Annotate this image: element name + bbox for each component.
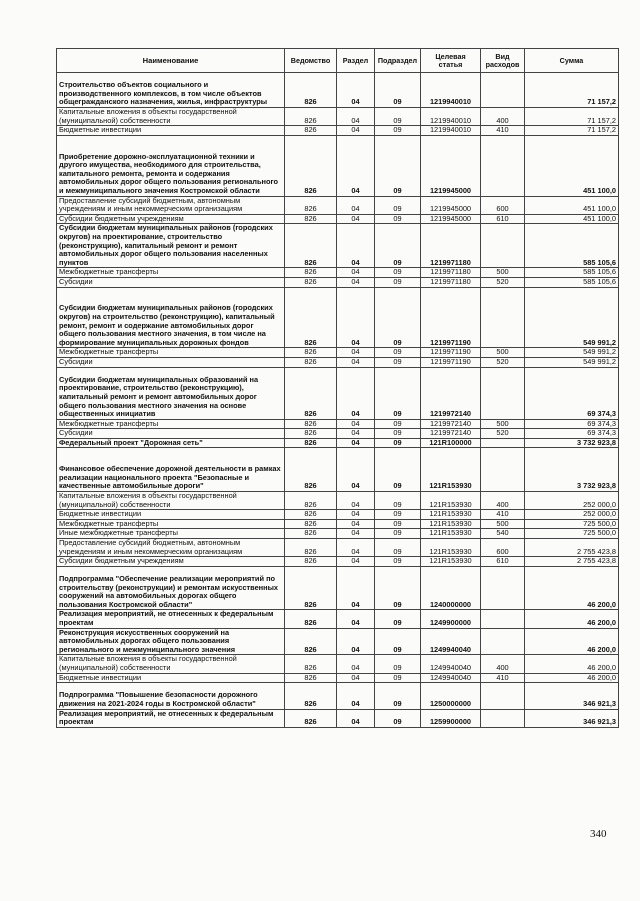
row-target: 1219971180 [421, 277, 481, 287]
table-header-row [57, 49, 619, 73]
row-section: 04 [337, 268, 375, 278]
row-sum: 71 157,2 [525, 126, 619, 136]
row-dept: 826 [285, 419, 337, 429]
table-row [57, 610, 619, 628]
row-name: Предоставление субсидий бюджетным, автономным учреждениям и иным некоммерческим организациям [57, 196, 285, 214]
row-section: 04 [337, 287, 375, 348]
row-expense: 600 [481, 539, 525, 557]
row-dept: 826 [285, 709, 337, 727]
table-row [57, 429, 619, 439]
row-name: Финансовое обеспечение дорожной деятельности в рамках реализации национального проекта "Безопасные и качественные автомобильные дороги" [57, 448, 285, 492]
row-expense [481, 438, 525, 448]
row-target: 1219940010 [421, 108, 481, 126]
row-name: Предоставление субсидий бюджетным, автономным учреждениям и иным некоммерческим организациям [57, 539, 285, 557]
row-target: 1249900000 [421, 610, 481, 628]
row-name: Капитальные вложения в объекты государственной (муниципальной) собственности [57, 655, 285, 673]
row-expense [481, 628, 525, 655]
table-row [57, 655, 619, 673]
table-row [57, 348, 619, 358]
row-subsection: 09 [375, 566, 421, 610]
row-target: 1219971190 [421, 357, 481, 367]
row-name: Капитальные вложения в объекты государственной (муниципальной) собственности [57, 108, 285, 126]
row-target: 121R153930 [421, 529, 481, 539]
row-target: 1219945000 [421, 135, 481, 196]
row-expense: 500 [481, 268, 525, 278]
row-name: Бюджетные инвестиции [57, 510, 285, 520]
row-dept: 826 [285, 628, 337, 655]
row-target: 1219940010 [421, 73, 481, 108]
row-dept: 826 [285, 683, 337, 709]
table-row [57, 277, 619, 287]
row-name: Межбюджетные трансферты [57, 519, 285, 529]
row-sum: 46 200,0 [525, 655, 619, 673]
row-section: 04 [337, 492, 375, 510]
table-body [57, 73, 619, 728]
header-subsection: Подраздел [375, 49, 421, 73]
row-subsection: 09 [375, 357, 421, 367]
row-name: Реконструкция искусственных сооружений на автомобильных дорогах общего пользования регионального и межмуниципального значения [57, 628, 285, 655]
row-subsection: 09 [375, 529, 421, 539]
row-sum: 69 374,3 [525, 419, 619, 429]
table-row [57, 126, 619, 136]
budget-table [56, 48, 619, 728]
row-section: 04 [337, 673, 375, 683]
row-name: Приобретение дорожно-эксплуатационной техники и другого имущества, необходимого для строительства, капитального ремонта, ремонта и содержания автомобильных дорог общего пользования регионального и межмуниципального значения Костромской области [57, 135, 285, 196]
row-section: 04 [337, 655, 375, 673]
header-expense: Вид расходов [481, 49, 525, 73]
row-target: 1259900000 [421, 709, 481, 727]
row-subsection: 09 [375, 135, 421, 196]
row-dept: 826 [285, 287, 337, 348]
table-row [57, 510, 619, 520]
table-row [57, 135, 619, 196]
row-subsection: 09 [375, 196, 421, 214]
row-name: Субсидии бюджетным учреждениям [57, 214, 285, 224]
row-target: 121R100000 [421, 438, 481, 448]
row-sum: 69 374,3 [525, 367, 619, 419]
row-expense: 410 [481, 510, 525, 520]
row-section: 04 [337, 683, 375, 709]
row-section: 04 [337, 529, 375, 539]
row-expense: 410 [481, 673, 525, 683]
table-row [57, 367, 619, 419]
table-row [57, 709, 619, 727]
row-dept: 826 [285, 277, 337, 287]
row-name: Субсидии [57, 357, 285, 367]
row-section: 04 [337, 448, 375, 492]
row-name: Подпрограмма "Обеспечение реализации мероприятий по строительству (реконструкции) и ремонтам искусственных сооружений на автомобильных дорогах общего пользования Костромской области" [57, 566, 285, 610]
row-sum: 71 157,2 [525, 108, 619, 126]
table-row [57, 492, 619, 510]
table-row [57, 673, 619, 683]
row-target: 121R153930 [421, 492, 481, 510]
table-row [57, 214, 619, 224]
row-dept: 826 [285, 348, 337, 358]
row-dept: 826 [285, 673, 337, 683]
row-expense: 610 [481, 557, 525, 567]
row-sum: 585 105,6 [525, 268, 619, 278]
row-subsection: 09 [375, 214, 421, 224]
row-target: 1240000000 [421, 566, 481, 610]
row-section: 04 [337, 519, 375, 529]
table-row [57, 224, 619, 268]
row-sum: 252 000,0 [525, 492, 619, 510]
row-expense: 520 [481, 429, 525, 439]
row-section: 04 [337, 135, 375, 196]
table-row [57, 438, 619, 448]
row-target: 1219971190 [421, 348, 481, 358]
row-expense [481, 683, 525, 709]
row-sum: 3 732 923,8 [525, 438, 619, 448]
row-sum: 549 991,2 [525, 348, 619, 358]
row-section: 04 [337, 126, 375, 136]
row-expense: 520 [481, 357, 525, 367]
header-sum: Сумма [525, 49, 619, 73]
row-sum: 2 755 423,8 [525, 539, 619, 557]
header-dept: Ведомство [285, 49, 337, 73]
table-row [57, 529, 619, 539]
row-dept: 826 [285, 73, 337, 108]
table-row [57, 287, 619, 348]
table-row [57, 539, 619, 557]
row-section: 04 [337, 196, 375, 214]
row-sum: 725 500,0 [525, 529, 619, 539]
row-name: Реализация мероприятий, не отнесенных к федеральным проектам [57, 709, 285, 727]
row-name: Капитальные вложения в объекты государственной (муниципальной) собственности [57, 492, 285, 510]
row-section: 04 [337, 224, 375, 268]
row-section: 04 [337, 566, 375, 610]
row-subsection: 09 [375, 539, 421, 557]
row-section: 04 [337, 709, 375, 727]
row-subsection: 09 [375, 673, 421, 683]
row-expense: 400 [481, 108, 525, 126]
row-target: 1219972140 [421, 419, 481, 429]
row-sum: 585 105,6 [525, 224, 619, 268]
row-expense [481, 367, 525, 419]
row-target: 1219971180 [421, 268, 481, 278]
row-sum: 346 921,3 [525, 683, 619, 709]
row-expense [481, 610, 525, 628]
row-dept: 826 [285, 566, 337, 610]
row-expense [481, 448, 525, 492]
row-section: 04 [337, 419, 375, 429]
row-expense [481, 566, 525, 610]
row-sum: 46 200,0 [525, 566, 619, 610]
row-target: 121R153930 [421, 557, 481, 567]
row-target: 1249940040 [421, 628, 481, 655]
row-target: 1219945000 [421, 214, 481, 224]
row-target: 121R153930 [421, 519, 481, 529]
table-row [57, 557, 619, 567]
row-dept: 826 [285, 268, 337, 278]
row-subsection: 09 [375, 438, 421, 448]
row-name: Подпрограмма "Повышение безопасности дорожного движения на 2021-2024 годы в Костромской области" [57, 683, 285, 709]
row-sum: 549 991,2 [525, 287, 619, 348]
row-sum: 549 991,2 [525, 357, 619, 367]
row-sum: 46 200,0 [525, 610, 619, 628]
row-subsection: 09 [375, 429, 421, 439]
row-expense [481, 135, 525, 196]
row-subsection: 09 [375, 655, 421, 673]
row-name: Межбюджетные трансферты [57, 268, 285, 278]
row-target: 121R153930 [421, 510, 481, 520]
row-subsection: 09 [375, 287, 421, 348]
row-expense: 400 [481, 655, 525, 673]
page-number: 340 [590, 828, 607, 840]
row-sum: 2 755 423,8 [525, 557, 619, 567]
header-name: Наименование [57, 49, 285, 73]
row-name: Субсидии бюджетам муниципальных образований на проектирование, строительство (реконструкцию), капитальный ремонт и ремонт автомобильных дорог общего пользования местного значения на основе общественных инициатив [57, 367, 285, 419]
row-dept: 826 [285, 357, 337, 367]
row-subsection: 09 [375, 683, 421, 709]
row-subsection: 09 [375, 268, 421, 278]
row-section: 04 [337, 367, 375, 419]
row-subsection: 09 [375, 709, 421, 727]
row-name: Межбюджетные трансферты [57, 419, 285, 429]
row-dept: 826 [285, 135, 337, 196]
row-section: 04 [337, 628, 375, 655]
table-row [57, 448, 619, 492]
row-dept: 826 [285, 539, 337, 557]
row-dept: 826 [285, 655, 337, 673]
row-target: 1219940010 [421, 126, 481, 136]
row-section: 04 [337, 510, 375, 520]
row-subsection: 09 [375, 348, 421, 358]
row-subsection: 09 [375, 126, 421, 136]
row-dept: 826 [285, 519, 337, 529]
table-row [57, 73, 619, 108]
row-sum: 3 732 923,8 [525, 448, 619, 492]
row-subsection: 09 [375, 510, 421, 520]
row-expense: 400 [481, 492, 525, 510]
table-row [57, 519, 619, 529]
row-dept: 826 [285, 610, 337, 628]
row-section: 04 [337, 557, 375, 567]
row-section: 04 [337, 73, 375, 108]
row-target: 1249940040 [421, 673, 481, 683]
row-target: 1219945000 [421, 196, 481, 214]
row-subsection: 09 [375, 224, 421, 268]
row-expense: 410 [481, 126, 525, 136]
table-row [57, 108, 619, 126]
table-row [57, 628, 619, 655]
row-expense [481, 224, 525, 268]
row-dept: 826 [285, 214, 337, 224]
row-target: 1249940040 [421, 655, 481, 673]
row-name: Федеральный проект "Дорожная сеть" [57, 438, 285, 448]
row-target: 121R153930 [421, 448, 481, 492]
row-dept: 826 [285, 557, 337, 567]
row-subsection: 09 [375, 492, 421, 510]
row-subsection: 09 [375, 73, 421, 108]
row-sum: 346 921,3 [525, 709, 619, 727]
row-dept: 826 [285, 429, 337, 439]
row-section: 04 [337, 348, 375, 358]
row-sum: 252 000,0 [525, 510, 619, 520]
row-expense: 600 [481, 196, 525, 214]
row-expense [481, 73, 525, 108]
row-subsection: 09 [375, 610, 421, 628]
table-row [57, 683, 619, 709]
row-target: 1250000000 [421, 683, 481, 709]
row-name: Иные межбюджетные трансферты [57, 529, 285, 539]
row-section: 04 [337, 610, 375, 628]
row-name: Субсидии бюджетным учреждениям [57, 557, 285, 567]
row-sum: 585 105,6 [525, 277, 619, 287]
header-target: Целевая статья [421, 49, 481, 73]
row-name: Субсидии [57, 277, 285, 287]
row-section: 04 [337, 438, 375, 448]
row-target: 1219972140 [421, 429, 481, 439]
header-section: Раздел [337, 49, 375, 73]
row-dept: 826 [285, 367, 337, 419]
row-expense: 500 [481, 519, 525, 529]
row-name: Реализация мероприятий, не отнесенных к федеральным проектам [57, 610, 285, 628]
row-subsection: 09 [375, 367, 421, 419]
row-section: 04 [337, 108, 375, 126]
row-dept: 826 [285, 510, 337, 520]
row-sum: 725 500,0 [525, 519, 619, 529]
row-dept: 826 [285, 224, 337, 268]
row-subsection: 09 [375, 277, 421, 287]
row-sum: 451 100,0 [525, 196, 619, 214]
row-section: 04 [337, 277, 375, 287]
row-dept: 826 [285, 448, 337, 492]
table-row [57, 196, 619, 214]
table-row [57, 357, 619, 367]
row-expense: 540 [481, 529, 525, 539]
row-section: 04 [337, 357, 375, 367]
row-dept: 826 [285, 492, 337, 510]
table-row [57, 268, 619, 278]
row-expense: 500 [481, 348, 525, 358]
row-section: 04 [337, 539, 375, 557]
row-name: Межбюджетные трансферты [57, 348, 285, 358]
row-subsection: 09 [375, 419, 421, 429]
row-expense: 500 [481, 419, 525, 429]
row-name: Бюджетные инвестиции [57, 673, 285, 683]
row-expense [481, 287, 525, 348]
row-dept: 826 [285, 196, 337, 214]
row-subsection: 09 [375, 628, 421, 655]
row-name: Бюджетные инвестиции [57, 126, 285, 136]
row-sum: 71 157,2 [525, 73, 619, 108]
row-target: 1219972140 [421, 367, 481, 419]
row-sum: 451 100,0 [525, 135, 619, 196]
row-sum: 46 200,0 [525, 673, 619, 683]
row-section: 04 [337, 214, 375, 224]
row-name: Субсидии [57, 429, 285, 439]
row-expense: 610 [481, 214, 525, 224]
table-row [57, 419, 619, 429]
row-sum: 46 200,0 [525, 628, 619, 655]
row-expense [481, 709, 525, 727]
row-sum: 451 100,0 [525, 214, 619, 224]
row-sum: 69 374,3 [525, 429, 619, 439]
row-expense: 520 [481, 277, 525, 287]
row-dept: 826 [285, 108, 337, 126]
row-target: 1219971190 [421, 287, 481, 348]
row-subsection: 09 [375, 108, 421, 126]
row-subsection: 09 [375, 557, 421, 567]
row-subsection: 09 [375, 519, 421, 529]
row-dept: 826 [285, 438, 337, 448]
row-target: 1219971180 [421, 224, 481, 268]
table-row [57, 566, 619, 610]
row-target: 121R153930 [421, 539, 481, 557]
row-section: 04 [337, 429, 375, 439]
row-name: Субсидии бюджетам муниципальных районов (городских округов) на проектирование, строительство (реконструкцию), капитальный ремонт и ремонт автомобильных дорог общего пользования населенных пунктов [57, 224, 285, 268]
row-dept: 826 [285, 126, 337, 136]
row-name: Строительство объектов социального и производственного комплексов, в том числе объектов общегражданского назначения, жилья, инфраструктуры [57, 73, 285, 108]
row-subsection: 09 [375, 448, 421, 492]
row-name: Субсидии бюджетам муниципальных районов (городских округов) на строительство (реконструкцию), капитальный ремонт, ремонт и содержание автомобильных дорог общего пользования местного значения, в том числе на формирование муниципальных дорожных фондов [57, 287, 285, 348]
row-dept: 826 [285, 529, 337, 539]
